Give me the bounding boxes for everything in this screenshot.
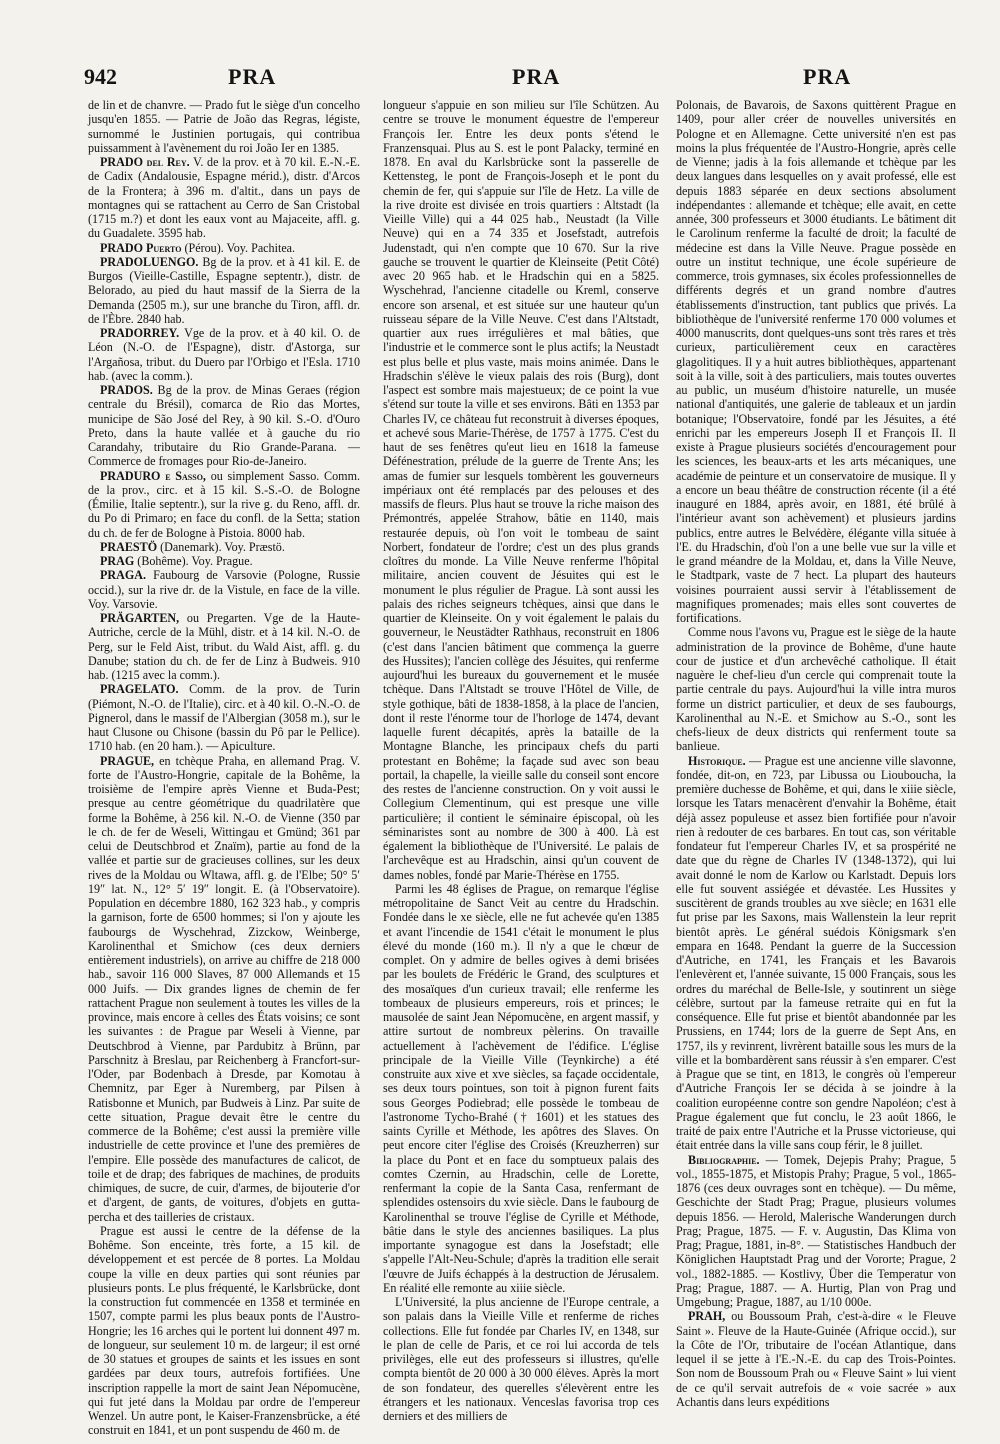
entry-headword: PRAESTÖ bbox=[100, 539, 158, 554]
dictionary-entry bbox=[88, 568, 360, 611]
text-column-1 bbox=[88, 98, 360, 1438]
entry-text: ou Boussoum Prah, c'est-à-dire « le Fleuve Saint ». Fleuve de la Haute-Guinée (Afrique occid.), sur la Côte de l'Or, tributaire de l'océan Atlantique, dans lequel il se jette à l'E.-N.-E. du cap des Trois-Pointes. Son nom de Boussoum Prah ou « Fleuve Saint » lui vient de ce qu'il servait autrefois de « voie sacrée » aux Achantis dans leurs expéditions bbox=[676, 1309, 956, 1409]
dictionary-entry bbox=[88, 540, 360, 554]
dictionary-entry bbox=[88, 155, 360, 241]
entry-text: Prague est aussi le centre de la défense de la Bohême. Son enceinte, très forte, a 15 kil. de développement et est percée de 8 portes. La Moldau coupe la ville en deux parties qui sont réunies par plusieurs ponts. Le plus fréquenté, le Karlsbrücke, dont la construction fut commencée en 1358 et terminée en 1507, compte parmi les plus beaux ponts de l'Austro-Hongrie; les 16 arches qui le portent lui donnent 497 m. de longueur, sur seulement 10 m. de largeur; il est orné de 30 statues et groupes de saints et les issues en sont gardées par deux tours, autrefois fortifiées. Une inscription rappelle la mort de saint Jean Népomucène, qui fut jeté dans la Moldau par ordre de l'empereur Wenzel. Un autre pont, le Kaiser-Franzensbrücke, a été construit en 1841, et un pont suspendu de 460 m. de bbox=[88, 1223, 360, 1438]
entry-text: Comme nous l'avons vu, Prague est le siège de la haute administration de la province de Bohême, d'une haute cour de justice et d'un archevêché catholique. Il était naguère le chef-lieu d'un cercle qui comprenait toute la partie centrale du pays. Aujourd'hui la ville intra muros forme un district particulier, et deux de ses faubourgs, Karolinenthal au N.-E. et Smichow au S.-O., sont les chefs-lieux de deux districts qui renferment toute sa banlieue. bbox=[676, 625, 956, 754]
entry-text: — Tomek, Dejepis Prahy; Prague, 5 vol., 1855-1875, et Mistopis Prahy; Prague, 5 vol., 1865-1876 (ces deux ouvrages sont en tchèque). — Du même, Geschichte der Stadt Prag; Prague, plusieurs volumes depuis 1856. — Herold, Malerische Wanderungen durch Prag; Prague, 1875. — F. v. Augustin, Das Klima von Prag; Prague, 1881, in-8°. — Statistisches Handbuch der Königlichen Hauptstadt Prag und der Vororte; Prague, 2 vol., 1882-1885. — Kostlivy, Über die Temperatur von Prag; Prague, 1887. — A. Hurtig, Plan von Prag und Umgebung; Prague, 1887, au 1/10 000e. bbox=[676, 1152, 956, 1309]
entry-headword: PRÄGARTEN, bbox=[100, 611, 180, 625]
dictionary-entry bbox=[88, 469, 360, 540]
entry-text: Bg de la prov. de Minas Geraes (région centrale du Brésil), comarca de Rio das Mortes, municipe de São José del Rey, à 90 kil. S.-O. d'Ouro Preto, dans la haute vallée et à gauche du rio Carandahy, tributaire du Rio Grande-Parana. — Commerce de fromages pour Rio-de-Janeiro. bbox=[88, 383, 360, 469]
entry-text: (Danemark). Voy. Præstö. bbox=[157, 539, 285, 554]
entry-text: Comm. de la prov. de Turin (Piémont, N.-O. de l'Italie), circ. et à 40 kil. O.-N.-O. de Pignerol, dans le massif de l'Albergian (3058 m.), sur le haut Clusone ou Chisone (bassin du Pô par le Pellice). 1710 hab. (en 20 ham.). — Apiculture. bbox=[88, 682, 360, 754]
dictionary-entry bbox=[88, 255, 360, 326]
entry-text: en tchèque Praha, en allemand Prag. V. forte de l'Austro-Hongrie, capitale de la Bohême, la troisième de l'empire après Vienne et Buda-Pest; presque au centre géométrique du quadrilatère que forme la Bohême, à 256 kil. N.-O. de Vienne (350 par le ch. de fer de Weseli, Wittingau et Gmünd; 361 par celui de Deutschbrod et Znaïm), partie au fond de la vallée et partie sur de gracieuses collines, sur les deux rives de la Moldau ou Wltawa, affl. g. de l'Elbe; 50° 5′ 19″ lat. N., 12° 5′ 19″ longit. E. (à l'Observatoire). Population en décembre 1880, 162 323 hab., y compris la garnison, forte de 6500 hommes; si l'on y ajoute les faubourgs de Wyschehrad, Zizckow, Weinberge, Karolinenthal et Smichow (ces deux derniers entièrement industriels), on arrive au chiffre de 218 000 hab., savoir 116 000 Slaves, 87 000 Allemands et 15 000 Juifs. — Dix grandes lignes de chemin de fer rattachent Prague non seulement à toutes les villes de la province, mais encore à celles des États voisins; ce sont les suivantes : de Prague par Weseli à Vienne, par Deutschbrod à Vienne, par Pardubitz à Brünn, par Parschnitz à Breslau, par Reichenberg à Francfort-sur-l'Oder, par Bodenbach à Dresde, par Komotau à Chemnitz, par Eger à Nuremberg, par Pilsen à Ratisbonne et Munich, par Budweis à Linz. Par suite de cette situation, Prague devait être le centre du commerce de la Bohême; c'est aussi la première ville industrielle de cette province et l'une des premières de l'empire. Elle possède des manufactures de calicot, de toile et de drap; des fabriques de machines, de produits chimiques, de sucre, de cuir, d'armes, de bijouterie d'or et d'argent, de gants, de voitures, d'objets en gutta-percha et des tailleries de cristaux. bbox=[88, 753, 360, 1224]
dictionary-entry bbox=[88, 682, 360, 753]
text-column-3 bbox=[676, 98, 956, 1428]
page-header bbox=[0, 62, 1000, 96]
entry-text: Vge de la prov. et à 40 kil. O. de Léon (N.-O. de l'Espagne), distr. d'Astorga, sur l'Argañosa, tribut. du Duero par l'Orbigo et l'Esla. 1710 hab. (avec la comm.). bbox=[88, 326, 360, 383]
entry-text: ou Pregarten. Vge de la Haute-Autriche, cercle de la Mühl, distr. et à 14 kil. N.-O. de Perg, sur le Feld Aist, tribut. du Wald Aist, affl. g. du Danube; station du ch. de fer de Linz à Budweis. 910 hab. (1215 avec la comm.). bbox=[88, 611, 360, 682]
entry-headword: PRADO del Rey. bbox=[100, 155, 190, 169]
text-column-2 bbox=[383, 98, 659, 1428]
entry-text: Faubourg de Varsovie (Pologne, Russie occid.), sur la rive dr. de la Vistule, en face de la ville. Voy. Varsovie. bbox=[88, 568, 360, 611]
entry-text: — Prague est une ancienne ville slavonne, fondée, dit-on, en 723, par Libussa ou Liouboucha, la première duchesse de Bohême, et qui, dans le xiiie siècle, lorsque les Tatars menacèrent d'envahir la Bohême, était déjà assez populeuse et assez bien fortifiée pour n'avoir rien à redouter de ces barbares. En tout cas, son véritable fondateur fut l'empereur Charles IV, et sa prospérité ne date que du règne de Charles IV (1348-1372), qui lui avait donné le nom de Karlow ou Karlstadt. Depuis lors elle fut souvent assiégée et dévastée. Les Hussites y suscitèrent de grands troubles au xve siècle; en 1631 elle fut prise par les Saxons, mais Wallenstein la leur reprit bientôt après. Le général suédois Königsmark s'en empara en 1648. Pendant la guerre de la Succession d'Autriche, en 1741, les Français et les Bavarois l'enlevèrent et, l'année suivante, 15 000 Français, sous les ordres du maréchal de Belle-Isle, y soutinrent un siège célèbre, surtout par la fameuse retraite qui en fut la conséquence. Elle fut prise et bientôt abandonnée par les Prussiens, en 1744; lors de la guerre de Sept Ans, en 1757, ils y revinrent, livrèrent bataille sous les murs de la ville et la bombardèrent sans réussir à s'en emparer. C'est à Prague que se tint, en 1813, le congrès où l'empereur d'Autriche François Ier se décida à se joindre à la coalition européenne contre son gendre Napoléon; c'est à Prague également que fut conclu, le 23 août 1866, le traité de paix entre l'Autriche et la Prusse victorieuse, qui était entrée dans la ville sans coup férir, le 8 juillet. bbox=[676, 753, 956, 1153]
entry-paragraph bbox=[676, 98, 956, 625]
entry-text: Polonais, de Bavarois, de Saxons quittèrent Prague en 1409, pour aller créer de nouvelles universités en Pologne et en Allemagne. Cette université n'en est pas moins la plus fréquentée de l'Austro-Hongrie, après celle de Vienne; jadis à la fois allemande et tchèque par les deux langues dans lesquelles on y avait professé, elle est depuis 1883 séparée en deux sections absolument indépendantes : allemande et tchèque; elle avait, en cette année, 300 professeurs et 3000 étudiants. Le bâtiment dit le Carolinum renferme la faculté de droit; la faculté de médecine est dans la Ville Neuve. Prague possède en outre un institut technique, une école supérieure de commerce, trois gymnases, six écoles professionnelles de différents degrés et un grand nombre d'autres établissements d'instruction, tant publics que privés. La bibliothèque de l'université renferme 170 000 volumes et 4000 manuscrits, dont quelques-uns sont très rares et très curieux, particulièrement ceux en caractères glagolitiques. Il y a huit autres bibliothèques, appartenant soit à la ville, soit à des particuliers, mais toutes ouvertes au public, un muséum d'histoire naturelle, un musée national d'antiquités, une galerie de tableaux et un jardin botanique; l'Observatoire, fondé par les Jésuites, a été enrichi par les empereurs Joseph II et François II. Il existe à Prague plusieurs sociétés d'encouragement pour les sciences, les beaux-arts et les arts mécaniques, une académie de peinture et un conservatoire de musique. Il y a encore un beau théâtre de construction récente (il a été inauguré en 1884, après avoir, en 1881, été brûlé à l'intérieur avant son achèvement) et plusieurs jardins publics, entre autres le Belvédère, élégante villa située à l'E. du Hradschin, d'où l'on a une belle vue sur la ville et le grand méandre de la Moldau, et, dans la Ville Neuve, le Stadtpark, vaste de 7 hect. La plupart des hauteurs voisines pourraient aussi servir à l'établissement de magnifiques promenades; mais elles sont couvertes de fortifications. bbox=[676, 98, 956, 625]
page-number: 942 bbox=[84, 64, 117, 89]
entry-headword: PRADORREY. bbox=[100, 326, 180, 340]
dictionary-entry bbox=[88, 241, 360, 255]
entry-text: Parmi les 48 églises de Prague, on remarque l'église métropolitaine de Sanct Veit au centre du Hradschin. Fondée dans le xe siècle, elle ne fut achevée qu'en 1385 et avant l'incendie de 1541 c'était le monument le plus élevé du monde (160 m.). Il n'y a que le chœur de complet. On y admire de belles ogives à demi brisées par les boulets de Frédéric le Grand, des sculptures et des mosaïques d'un curieux travail; elle renferme les tombeaux de plusieurs empereurs, rois et princes; le mausolée de saint Jean Népomucène, en argent massif, y attire surtout de nombreux pèlerins. On travaille actuellement à l'achèvement de l'édifice. L'église principale de la Vieille Ville (Teynkirche) a été construite aux xive et xve siècles, sa façade occidentale, ses deux tours pointues, son toit à pignon furent faits sous Georges Podiebrad; elle possède le tombeau de l'astronome Tycho-Brahé († 1601) et les statues des saints Cyrille et Méthode, les apôtres des Slaves. On peut encore citer l'église des Croisés (Kreuzherren) sur la place du Pont et en face du somptueux palais des comtes Czernin, au Hradschin, celle de Lorette, renfermant la copie de la Santa Casa, renfermant de splendides ostensoirs du xvie siècle. Dans le faubourg de Karolinenthal se trouve l'église de Cyrille et Méthode, bâtie dans le style des anciennes basiliques. La plus importante synagogue est dans la Josefstadt; elle s'appelle l'Alt-Neu-Schule; d'après la tradition elle serait l'œuvre de Juifs échappés à la destruction de Jérusalem. En réalité elle remonte au xiiie siècle. bbox=[383, 881, 659, 1295]
dictionary-entry bbox=[676, 754, 956, 1153]
entry-headword: PRAGA. bbox=[100, 568, 147, 583]
entry-text: (Bohême). Voy. Prague. bbox=[134, 554, 253, 568]
entry-paragraph bbox=[88, 1224, 360, 1438]
dictionary-entry bbox=[88, 754, 360, 1224]
entry-text: L'Université, la plus ancienne de l'Europe centrale, a son palais dans la Vieille Ville et renferme de riches collections. Elle fut fondée par Charles IV, en 1348, sur le plan de celle de Paris, et ce roi lui accorda de tels privilèges, elle eut des professeurs si illustres, qu'elle compta bientôt de 20 000 à 30 000 élèves. Après la mort de son fondateur, des querelles s'élevèrent entre les étrangers et les nationaux. Venceslas favorisa trop ces derniers et des milliers de bbox=[383, 1295, 659, 1423]
entry-paragraph bbox=[88, 98, 360, 155]
entry-headword: PRAGELATO. bbox=[100, 682, 179, 697]
entry-headword: PRAH, bbox=[688, 1309, 726, 1324]
dictionary-entry bbox=[88, 611, 360, 682]
dictionary-entry bbox=[88, 383, 360, 469]
entry-headword: PRAG bbox=[100, 554, 135, 568]
running-head-left: PRA bbox=[228, 64, 277, 89]
entry-headword: Bibliographie. bbox=[688, 1152, 760, 1167]
entry-text: ou simplement Sasso. Comm. de la prov., circ. et à 15 kil. S.-S.-O. de Bologne (Émilie, Italie septentr.), sur la rive g. du Reno, affl. dr. du Po di Primaro; en face du confl. de la Setta; station du ch. de fer de Bologne à Pistoia. 8000 hab. bbox=[88, 468, 360, 540]
entry-text: (Pérou). Voy. Pachitea. bbox=[181, 240, 296, 255]
dictionary-entry bbox=[88, 554, 360, 568]
entry-headword: PRADURO e Sasso, bbox=[100, 468, 206, 483]
entry-paragraph bbox=[676, 625, 956, 753]
entry-paragraph bbox=[383, 98, 659, 882]
dictionary-entry bbox=[676, 1309, 956, 1409]
running-head-center: PRA bbox=[512, 64, 561, 89]
running-head-right: PRA bbox=[803, 64, 852, 89]
entry-headword: PRADO Puerto bbox=[100, 240, 182, 255]
entry-paragraph bbox=[383, 1295, 659, 1423]
entry-text: Bg de la prov. et à 41 kil. E. de Burgos (Vieille-Castille, Espagne septentr.), distr. de Belorado, au pied du haut massif de la Sierra de la Demanda (2505 m.), sur une branche du Tiron, affl. dr. de l'Èbre. 2840 hab. bbox=[88, 254, 360, 326]
entry-text: V. de la prov. et à 70 kil. E.-N.-E. de Cadix (Andalousie, Espagne mérid.), distr. d'Arcos de la Frontera; à 396 m. d'altit., dans un pays de montagnes qui se rattachent au Cerro de San Cristobal (1715 m.?) et dont les eaux vont au Majaceite, affl. g. du Guadalete. 3595 hab. bbox=[88, 155, 360, 241]
dictionary-entry bbox=[676, 1153, 956, 1310]
entry-headword: PRADOLUENGO. bbox=[100, 254, 199, 269]
entry-paragraph bbox=[383, 882, 659, 1295]
entry-text: longueur s'appuie en son milieu sur l'île Schützen. Au centre se trouve le monument équestre de l'empereur François Ier. Entre les deux ponts s'étend le Franzensquai. Plus au S. est le pont Palacky, terminé en 1878. En aval du Karlsbrücke sont la passerelle de Kettensteg, le pont de François-Joseph et le pont du chemin de fer, qui s'appuie sur l'île de Hetz. La ville de la rive droite est divisée en trois quartiers : Altstadt (la Vieille Ville) qui a 44 025 hab., Neustadt (la Ville Neuve) qui en a 74 335 et Josefstadt, autrefois Judenstadt, qui n'en compte que 10 670. Sur la rive gauche se trouvent le quartier de Kleinseite (Petit Côté) avec 20 965 hab. et le Hradschin qui en a 5825. Wyschehrad, l'ancienne citadelle ou Kreml, conserve encore son arsenal, et est située sur une hauteur qu'un ruisseau sépare de la Ville Neuve. C'est dans l'Altstadt, quartier aux rues irrégulières et mal bâties, que l'industrie et le commerce sont le plus actifs; la Neustadt est plus belle et plus vaste, mais moins animée. Dans le Hradschin s'élève le vieux palais des rois (Burg), dont l'aspect est sombre mais majestueux; de ce point la vue s'étend sur toute la ville et ses environs. Bâti en 1353 par Charles IV, ce château fut reconstruit à diverses époques, et achevé sous Marie-Thérèse, de 1757 à 1775. C'est du haut de ses fenêtres qu'eut lieu en 1618 la fameuse Défénestration, prélude de la guerre de Trente Ans; les amas de fumier sur lesquels tombèrent les gouverneurs impériaux ont été remplacés par des pelouses et des massifs de fleurs. Plus haut se trouve la riche maison des Prémontrés, appelée Strahow, bâtie en 1140, mais restaurée depuis, où l'on voit le tombeau de saint Norbert, fondateur de l'ordre; c'est un des plus grands cloîtres du monde. La Ville Neuve renferme l'hôpital militaire, ancien couvent de Jésuites qui est le monument le plus régulier de Prague. Là sont aussi les palais des riches seigneurs tchèques, ainsi que dans le quartier de Kleinseite. On y voit également le palais du gouverneur, le Neustädter Rathhaus, reconstruit en 1806 (c'est dans l'ancien bâtiment que commença la guerre des Hussites); l'ancien collège des Jésuites, qui renferme aujourd'hui les bureaux du gouvernement et le musée tchèque. Dans l'Altstadt se trouve l'Hôtel de Ville, de style gothique, bâti de 1838-1858, à la place de l'ancien, dont il reste l'énorme tour de l'horloge de 1474, devant laquelle furent décapités, après la bataille de la Montagne Blanche, les principaux chefs du parti protestant en Bohême; la façade sud avec son beau portail, la chapelle, la vieille salle du conseil sont encore des restes de l'ancienne construction. On y voit aussi le Collegium Clementinum, qui est presque une ville particulière; il contient le séminaire épiscopal, où les séminaristes sont au nombre de 300 à 400. Là est également la bibliothèque de l'Université. Le palais de l'archevêque est au Hradschin, ainsi qu'un couvent de dames nobles, fondé par Marie-Thérèse en 1755. bbox=[383, 98, 659, 882]
entry-text: de lin et de chanvre. — Prado fut le siège d'un concelho jusqu'en 1855. — Patrie de João das Regras, légiste, surnommé le Justinien portugais, qui contribua puissamment à l'avènement du roi João Ier en 1385. bbox=[88, 98, 360, 155]
entry-headword: Historique. bbox=[688, 753, 746, 768]
dictionary-entry bbox=[88, 326, 360, 383]
entry-headword: PRAGUE, bbox=[100, 753, 155, 768]
entry-headword: PRADOS. bbox=[100, 383, 153, 397]
